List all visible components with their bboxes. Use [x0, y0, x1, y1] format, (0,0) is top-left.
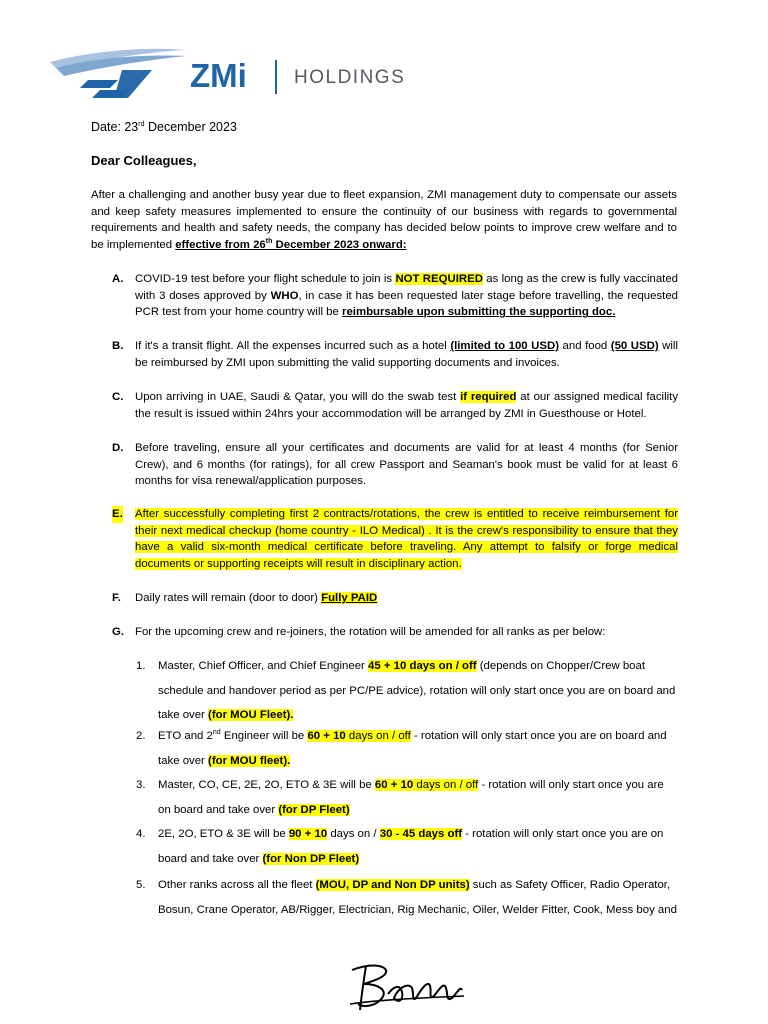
- logo-division-text: HOLDINGS: [294, 67, 406, 88]
- letter-date: Date: 23rd December 2023: [91, 120, 237, 134]
- greeting: Dear Colleagues,: [91, 153, 197, 168]
- letter-page: ZMi HOLDINGS Date: 23rd December 2023 Dear Colleagues, After a challenging and another busy year due to fleet expansion, ZMI management duty to compensate our assets and keep safety measures implemented to ensure the continuity of our business with regards to governmental requirements and health and safety needs, the company has decided below points to improve crew welfare and to be implemented effective from 26th December 2023 onward: A. COVID-19 test before your flight schedule to join is NOT REQUIRED as long as the crew is fully vaccinated with 3 doses approved by WHO, in case it has been requested later stage before travelling, the requested PCR test from your home country will be reimbursable upon submitting the supporting doc. B. If it's a transit flight. All the expenses incurred such as a hotel (limited to 100 USD) and food (50 USD) will be reimbursed by ZMI upon submitting the valid supporting documents and invoices. C. Upon arriving in UAE, Saudi & Qatar, you will do the swab test if required at our assigned medical facility the result is issued within 24hrs your accommodation will be arranged by ZMI in Guesthouse or Hotel. D. Before traveling, ensure all your certificates and documents are valid for at least 4 months (for Senior Crew), and 6 months (for ratings), for all crew Passport and Seaman's book must be valid for at least 6 months for visa renewal/application purposes. E. After successfully completing first 2 contracts/rotations, the crew is entitled to receive reimbursement for their next medical checkup (home country - ILO Medical) . It is the crew's responsibility to ensure that they have a valid six-month medical certificate before traveling. Any attempt to falsify or forge medical documents or supporting receipts will result in disciplinary action. F. Daily rates will remain (door to door) Fully PAID G. For the upcoming crew and re-joiners, the rotation will be amended for all ranks as per below: 1. Master, Chief Officer, and Chief Engineer 45 + 10 days on / off (depends on Chopper/Crew boat schedule and handover period as per PC/PE advice), rotation will only start once you are on board and take over (for MOU Fleet). 2. ETO and 2nd Engineer will be 60 + 10 days on / off - rotation will only start once you are on board and take over (for MOU fleet). 3. Master, CO, CE, 2E, 2O, ETO & 3E will be 60 + 10 days on / off - rotation will only start once you are on board and take over (for DP Fleet) 4. 2E, 2O, ETO & 3E will be 90 + 10 days on / 30 - 45 days off - rotation will only start once you are on board and take over (for Non DP Fleet) 5. Other ranks across all the fleet (MOU, DP and Non DP units) such as Safety Officer, Radio Operator, Bosun, Crane Operator, AB/Rigger, Electrician, Rig Mechanic, Oiler, Welder Fitter, Cook, Mess boy and: [0, 0, 768, 1024]
- handwritten-signature-icon: [348, 958, 468, 1018]
- logo-divider: [275, 60, 277, 94]
- logo-brand-text: ZMi: [190, 57, 247, 94]
- company-logo: [48, 40, 406, 102]
- swoosh-logo-icon: [48, 40, 188, 102]
- intro-paragraph: After a challenging and another busy year due to fleet expansion, ZMI management duty to compensate our assets and keep safety measures implemented to ensure the continuity of our business with regards to governmental requirements and health and safety needs, the company has decided below points to improve crew welfare and to be implemented effective from 26th December 2023 onward:: [91, 189, 677, 251]
